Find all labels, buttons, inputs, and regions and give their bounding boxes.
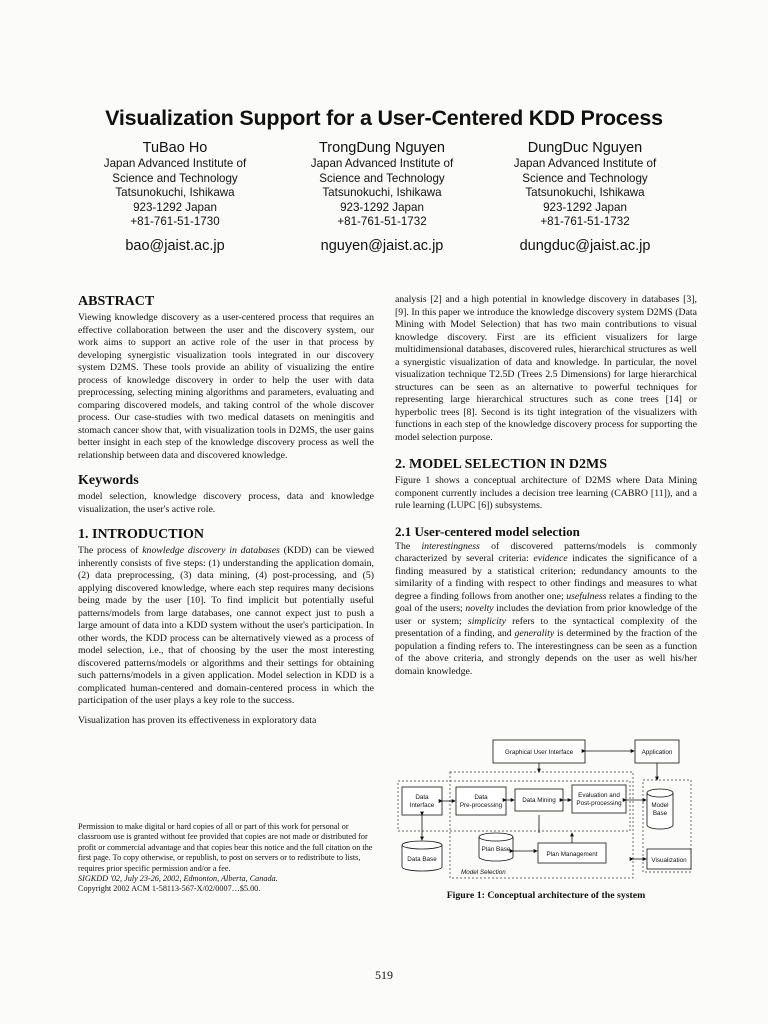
author-affiliation-line: Japan Advanced Institute of: [103, 157, 247, 170]
author-affiliation-line: +81-761-51-1732: [540, 215, 630, 229]
right-paragraph-1: analysis [2] and a high potential in knowledge discovery in databases [3], [9]. In this paper we introduce the knowledge discovery system D2MS (Data Mining with Model Selection) that has two main contributions to visual knowledge discovery. First are its efficient visualizers for large multidimensional databases, discovered rules, hierarchical structures as well a synergistic visualization of data and knowledge. In particular, the novel visualization technique T2.5D (Trees 2.5 Dimensions) for large hierarchical structures can be seen as an alternative to powerful techniques for representing large hierarchical structures such as cone trees [14] or hyperbolic trees [8]. Second is its tight integration of the visualizers with functions in each step of the knowledge discovery process for supporting the model selection purpose.: [395, 294, 697, 443]
data-base-cylinder: [402, 841, 442, 871]
author-affiliation-line: Science and Technology: [112, 171, 238, 185]
model-base-label: Base: [652, 810, 668, 817]
evaluation-label: Post-processing: [576, 800, 622, 807]
author-name: TuBao Ho: [142, 140, 208, 156]
author-email: bao@jaist.ac.jp: [125, 237, 225, 254]
evaluation-label: Evaluation and: [578, 792, 620, 799]
abstract-text: Viewing knowledge discovery as a user-centered process that requires an effective collaboration between the user and the discovery system, our work aims to support an active role of the user in that process by developing synergistic visualization tools integrated in our discovery system D2MS. These tools provide an ability of visualizing the entire process of knowledge discovery in order to help the user with data preprocessing, selecting mining algorithms and parameters, evaluating and comparing discovered models, and taking control of the whole discover process. Our case-studies with two medical datasets on meningitis and stomach cancer show that, with visualization tools in D2MS, the user gains better insight in each step of the knowledge discovery process as well the relationship between data and discovered knowledge.: [78, 312, 374, 461]
author-affiliation-line: +81-761-51-1730: [130, 215, 220, 229]
visualization-label: Visualization: [651, 857, 687, 864]
permission-text: Permission to make digital or hard copies of all or part of this work for personal or classroom use is granted without fee provided that copies are not made or distributed for profit or commercial advantage and that copies bear this notice and the full citation on the first page. To copy otherwise, or republish, to post on servers or to redistribute to lists, requires prior specific permission and/or a fee.: [78, 822, 373, 873]
application-label: Application: [641, 749, 673, 756]
plan-management-label: Plan Management: [546, 851, 598, 858]
author-name: TrongDung Nguyen: [318, 140, 445, 156]
author-3: [475, 139, 695, 255]
author-affiliation-line: 923-1292 Japan: [340, 200, 424, 214]
preprocessing-label: Pre-processing: [459, 802, 503, 809]
kdd-term: knowledge discovery in databases: [142, 545, 280, 556]
copyright-line: Copyright 2002 ACM 1-58113-567-X/02/0007…$5.00.: [78, 884, 261, 894]
author-affiliation-line: Japan Advanced Institute of: [513, 157, 657, 170]
introduction-paragraph-2: Visualization has proven its effectiveness in exploratory data: [78, 714, 317, 726]
page-number: 519: [375, 968, 393, 982]
keywords-heading: Keywords: [78, 473, 139, 488]
model-selection-label: Model Selection: [461, 869, 506, 876]
preprocessing-label: Data: [474, 794, 488, 801]
plan-base-label: Plan Base: [481, 846, 511, 853]
author-affiliation-line: 923-1292 Japan: [543, 200, 627, 214]
model-base-label: Model: [651, 802, 669, 809]
evaluation-box: [572, 785, 626, 813]
figure-caption: Figure 1: Conceptual architecture of the system: [446, 890, 646, 901]
data-base-label: Data Base: [407, 856, 437, 863]
abstract-heading: ABSTRACT: [78, 294, 155, 309]
section-2-1-heading: 2.1 User-centered model selection: [395, 523, 580, 539]
author-affiliation-line: Tatsunokuchi, Ishikawa: [115, 186, 235, 200]
author-affiliation-line: Tatsunokuchi, Ishikawa: [322, 186, 442, 200]
paper-title: Visualization Support for a User-Centered KDD Process: [105, 106, 663, 130]
author-name: DungDuc Nguyen: [527, 140, 643, 156]
architecture-diagram: [395, 737, 697, 887]
data-interface-box: [402, 787, 442, 815]
author-affiliation-line: 923-1292 Japan: [133, 200, 217, 214]
author-email: nguyen@jaist.ac.jp: [320, 237, 444, 254]
author-affiliation-line: Science and Technology: [319, 171, 445, 185]
left-column: [78, 294, 374, 727]
author-2: [272, 139, 492, 255]
data-interface-label: Interface: [409, 802, 435, 809]
data-interface-label: Data: [415, 794, 429, 801]
author-affiliation-line: Science and Technology: [522, 171, 648, 185]
plan-base-cylinder: [479, 833, 513, 861]
model-base-cylinder: [647, 789, 673, 829]
author-1: [65, 139, 285, 255]
author-affiliation-line: Tatsunokuchi, Ishikawa: [525, 186, 645, 200]
author-affiliation-line: Japan Advanced Institute of: [310, 157, 454, 170]
keywords-text: model selection, knowledge discovery process, data and knowledge visualization, the user's active role.: [78, 491, 374, 515]
section-2-1-text: The interestingness of discovered patterns/models is commonly characterized by several criteria: evidence indicates the significance of a finding measured by a statistical criterion; redundancy amounts to the similarity of a finding with respect to other findings and measures to what degree a finding follows from another one; usefulness relates a finding to the goal of the users; novelty includes the deviation from prior knowledge of the user or system; simplicity refers to the syntactical complexity of the presentation of a finding, and generality is determined by the fraction of the population a finding refers to. The interestingness can be seen as a function of the above criteria, and strongly depends on the user as well his/her domain knowledge.: [395, 540, 698, 677]
author-email: dungduc@jaist.ac.jp: [519, 237, 651, 254]
section-2-text: Figure 1 shows a conceptual architecture of D2MS where Data Mining component currently includes a decision tree learning (CABRO [11]), and a rule learning (LUPC [6]) subsystems.: [395, 475, 697, 511]
permission-notice: [78, 822, 374, 895]
right-column: [395, 294, 697, 678]
section-2-heading: 2. MODEL SELECTION IN D2MS: [395, 457, 607, 472]
conference-line: SIGKDD '02, July 23-26, 2002, Edmonton, Alberta, Canada.: [78, 874, 278, 884]
introduction-paragraph: The process of knowledge discovery in databases (KDD) can be viewed inherently consists of five steps: (1) understanding the application domain, (2) data preprocessing, (3) data mining, (4) post-processing, and (5) applying discovered knowledge, where each step requires many decisions being made by the user [10]. To find implicit but potentially useful patterns/models from large databases, one cannot expect just to push a large amount of data into a KDD system without the user's participation. In other words, the KDD process can be alternatively viewed as a process of model selection, i.e., that of choosing by the user the most interesting discovered patterns/models or algorithms and their settings for obtaining such patterns/models in a given application. Model selection in KDD is a complicated human-centered and domain-centered process in which the participation of the user plays a key role to the success.: [78, 545, 374, 706]
preprocessing-box: [456, 787, 506, 815]
data-mining-label: Data Mining: [522, 797, 556, 804]
gui-label: Graphical User Interface: [504, 749, 574, 756]
introduction-heading: 1. INTRODUCTION: [78, 527, 205, 542]
author-affiliation-line: +81-761-51-1732: [337, 215, 427, 229]
